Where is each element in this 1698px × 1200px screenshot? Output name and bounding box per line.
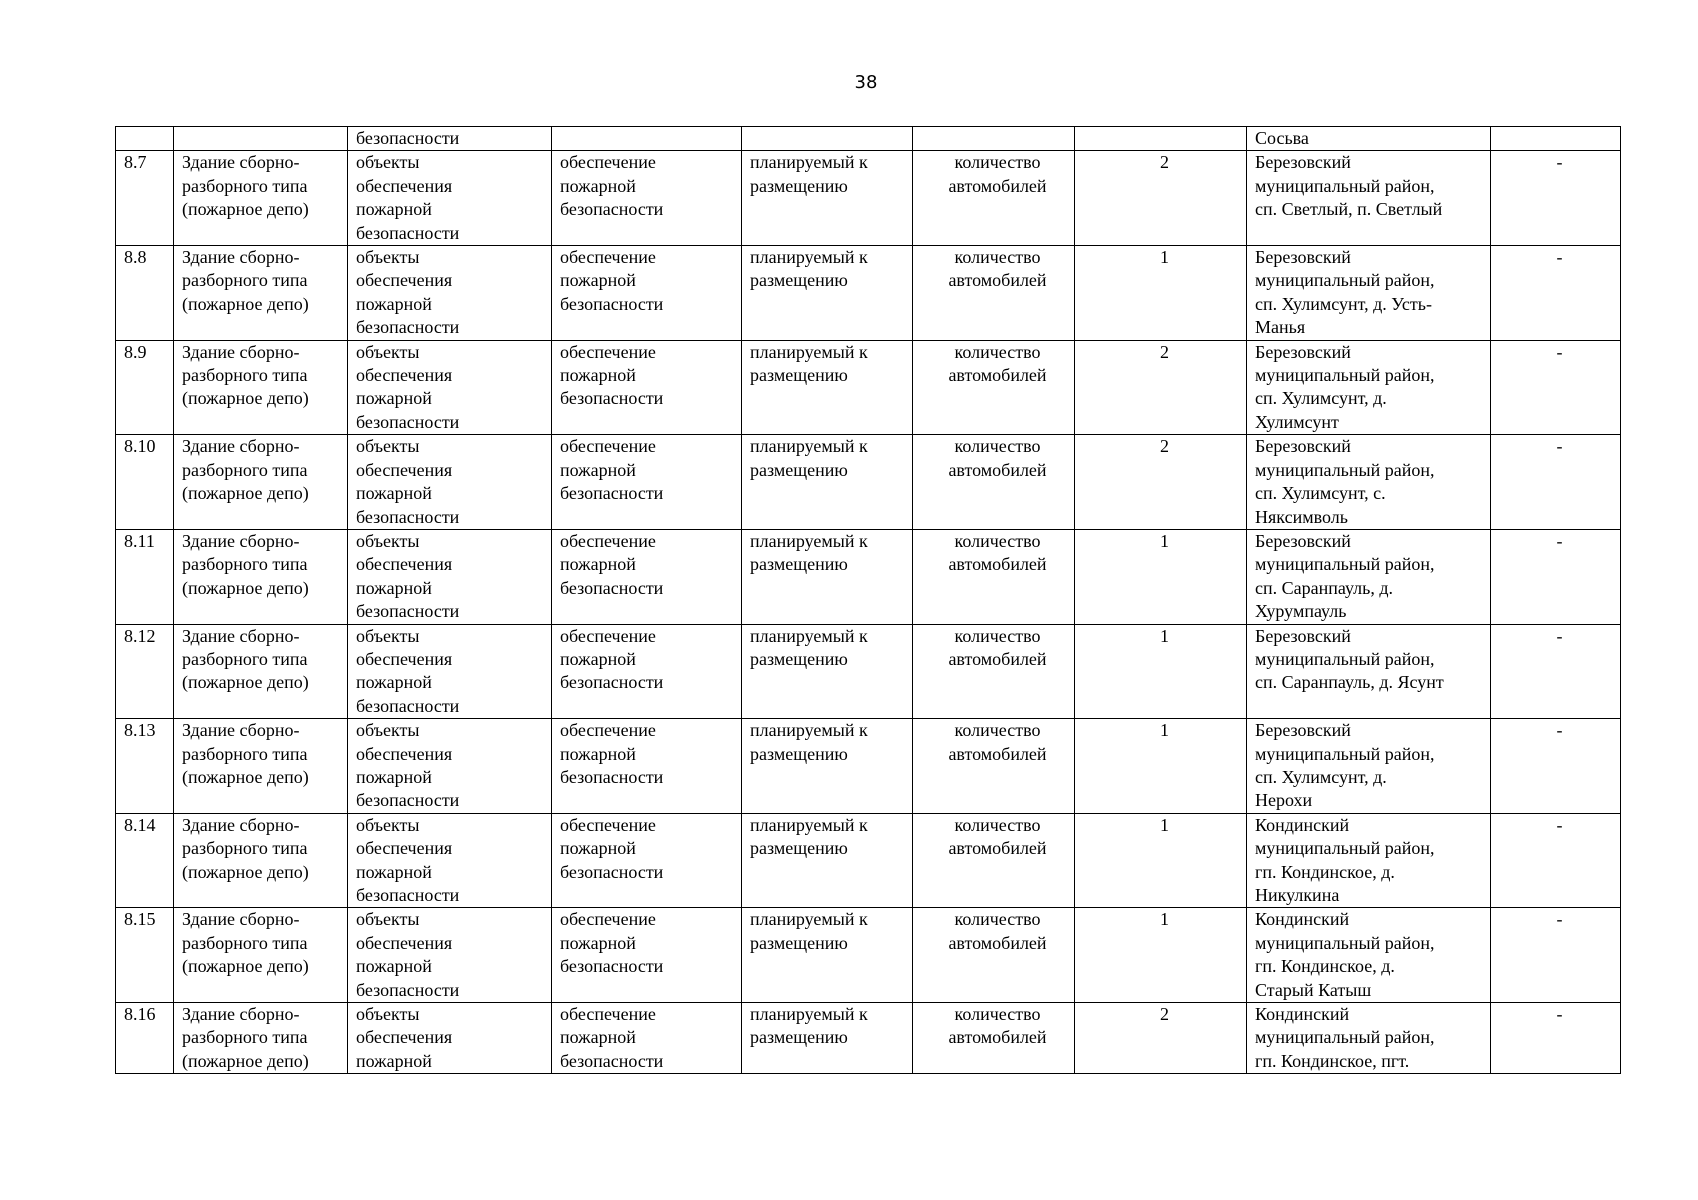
cell-param: количество автомобилей: [913, 246, 1075, 341]
table-row: [116, 813, 1621, 908]
cell-zone: -: [1491, 340, 1621, 435]
table-row: [116, 908, 1621, 1003]
cell-qty: 1: [1075, 813, 1247, 908]
cell-location: Кондинский муниципальный район, гп. Кондинское, д. Старый Катыш: [1247, 908, 1491, 1003]
cell-location: Кондинский муниципальный район, гп. Кондинское, д. Никулкина: [1247, 813, 1491, 908]
cell-param: [913, 127, 1075, 151]
cell-param: количество автомобилей: [913, 719, 1075, 814]
cell-purpose: обеспечение пожарной безопасности: [552, 908, 742, 1003]
cell-type: объекты обеспечения пожарной безопасности: [348, 151, 552, 246]
cell-purpose: обеспечение пожарной безопасности: [552, 529, 742, 624]
cell-qty: 2: [1075, 151, 1247, 246]
cell-param: количество автомобилей: [913, 813, 1075, 908]
cell-qty: 2: [1075, 435, 1247, 530]
cell-type: объекты обеспечения пожарной безопасности: [348, 624, 552, 719]
cell-type: объекты обеспечения пожарной безопасности: [348, 340, 552, 435]
cell-name: Здание сборно- разборного типа (пожарное депо): [174, 624, 348, 719]
cell-status: планируемый к размещению: [742, 624, 913, 719]
objects-table: [115, 126, 1621, 1074]
cell-status: планируемый к размещению: [742, 719, 913, 814]
cell-purpose: обеспечение пожарной безопасности: [552, 435, 742, 530]
cell-name: Здание сборно- разборного типа (пожарное депо): [174, 340, 348, 435]
cell-qty: 1: [1075, 246, 1247, 341]
cell-location: Березовский муниципальный район, сп. Светлый, п. Светлый: [1247, 151, 1491, 246]
cell-zone: -: [1491, 624, 1621, 719]
cell-qty: 1: [1075, 624, 1247, 719]
cell-location: Березовский муниципальный район, сп. Хулимсунт, д. Усть- Манья: [1247, 246, 1491, 341]
cell-num: 8.7: [116, 151, 174, 246]
cell-status: планируемый к размещению: [742, 813, 913, 908]
cell-num: 8.15: [116, 908, 174, 1003]
cell-location: Кондинский муниципальный район, гп. Кондинское, пгт.: [1247, 1003, 1491, 1074]
cell-status: [742, 127, 913, 151]
page-number: 38: [854, 72, 878, 93]
cell-name: Здание сборно- разборного типа (пожарное депо): [174, 1003, 348, 1074]
cell-purpose: обеспечение пожарной безопасности: [552, 151, 742, 246]
table-row: [116, 151, 1621, 246]
cell-zone: -: [1491, 1003, 1621, 1074]
cell-type: безопасности: [348, 127, 552, 151]
cell-zone: -: [1491, 719, 1621, 814]
continuation-row: [116, 127, 1621, 151]
cell-status: планируемый к размещению: [742, 908, 913, 1003]
table-row: [116, 1003, 1621, 1074]
cell-purpose: [552, 127, 742, 151]
cell-num: 8.14: [116, 813, 174, 908]
cell-status: планируемый к размещению: [742, 340, 913, 435]
table-row: [116, 624, 1621, 719]
cell-zone: -: [1491, 151, 1621, 246]
cell-location: Березовский муниципальный район, сп. Хулимсунт, с. Няксимволь: [1247, 435, 1491, 530]
cell-location: Березовский муниципальный район, сп. Саранпауль, д. Ясунт: [1247, 624, 1491, 719]
cell-param: количество автомобилей: [913, 624, 1075, 719]
cell-location: Березовский муниципальный район, сп. Саранпауль, д. Хурумпауль: [1247, 529, 1491, 624]
table-row: [116, 719, 1621, 814]
cell-qty: [1075, 127, 1247, 151]
table-row: [116, 435, 1621, 530]
table-row: [116, 246, 1621, 341]
cell-purpose: обеспечение пожарной безопасности: [552, 1003, 742, 1074]
cell-name: Здание сборно- разборного типа (пожарное депо): [174, 151, 348, 246]
cell-num: 8.10: [116, 435, 174, 530]
cell-location: Березовский муниципальный район, сп. Хулимсунт, д. Нерохи: [1247, 719, 1491, 814]
cell-zone: -: [1491, 246, 1621, 341]
cell-qty: 1: [1075, 529, 1247, 624]
cell-zone: -: [1491, 908, 1621, 1003]
cell-param: количество автомобилей: [913, 1003, 1075, 1074]
cell-status: планируемый к размещению: [742, 246, 913, 341]
cell-name: Здание сборно- разборного типа (пожарное депо): [174, 813, 348, 908]
cell-type: объекты обеспечения пожарной безопасности: [348, 435, 552, 530]
cell-type: объекты обеспечения пожарной безопасности: [348, 719, 552, 814]
cell-num: 8.8: [116, 246, 174, 341]
cell-param: количество автомобилей: [913, 908, 1075, 1003]
cell-zone: -: [1491, 529, 1621, 624]
cell-param: количество автомобилей: [913, 529, 1075, 624]
cell-qty: 1: [1075, 908, 1247, 1003]
cell-num: [116, 127, 174, 151]
cell-type: объекты обеспечения пожарной безопасности: [348, 813, 552, 908]
cell-name: [174, 127, 348, 151]
cell-num: 8.13: [116, 719, 174, 814]
cell-name: Здание сборно- разборного типа (пожарное депо): [174, 435, 348, 530]
cell-zone: -: [1491, 813, 1621, 908]
cell-type: объекты обеспечения пожарной безопасности: [348, 908, 552, 1003]
cell-qty: 1: [1075, 719, 1247, 814]
cell-qty: 2: [1075, 340, 1247, 435]
cell-zone: [1491, 127, 1621, 151]
cell-param: количество автомобилей: [913, 435, 1075, 530]
cell-param: количество автомобилей: [913, 340, 1075, 435]
cell-type: объекты обеспечения пожарной безопасности: [348, 529, 552, 624]
cell-name: Здание сборно- разборного типа (пожарное депо): [174, 719, 348, 814]
cell-name: Здание сборно- разборного типа (пожарное депо): [174, 908, 348, 1003]
cell-num: 8.12: [116, 624, 174, 719]
cell-type: объекты обеспечения пожарной: [348, 1003, 552, 1074]
cell-purpose: обеспечение пожарной безопасности: [552, 246, 742, 341]
cell-location: Березовский муниципальный район, сп. Хулимсунт, д. Хулимсунт: [1247, 340, 1491, 435]
cell-type: объекты обеспечения пожарной безопасности: [348, 246, 552, 341]
cell-num: 8.11: [116, 529, 174, 624]
cell-param: количество автомобилей: [913, 151, 1075, 246]
cell-num: 8.16: [116, 1003, 174, 1074]
cell-purpose: обеспечение пожарной безопасности: [552, 340, 742, 435]
table-row: [116, 340, 1621, 435]
table-body: [116, 127, 1621, 1074]
cell-name: Здание сборно- разборного типа (пожарное депо): [174, 246, 348, 341]
cell-purpose: обеспечение пожарной безопасности: [552, 813, 742, 908]
cell-zone: -: [1491, 435, 1621, 530]
cell-status: планируемый к размещению: [742, 1003, 913, 1074]
cell-status: планируемый к размещению: [742, 529, 913, 624]
cell-location: Сосьва: [1247, 127, 1491, 151]
cell-status: планируемый к размещению: [742, 435, 913, 530]
cell-purpose: обеспечение пожарной безопасности: [552, 719, 742, 814]
table-row: [116, 529, 1621, 624]
cell-name: Здание сборно- разборного типа (пожарное депо): [174, 529, 348, 624]
cell-qty: 2: [1075, 1003, 1247, 1074]
cell-status: планируемый к размещению: [742, 151, 913, 246]
cell-purpose: обеспечение пожарной безопасности: [552, 624, 742, 719]
cell-num: 8.9: [116, 340, 174, 435]
